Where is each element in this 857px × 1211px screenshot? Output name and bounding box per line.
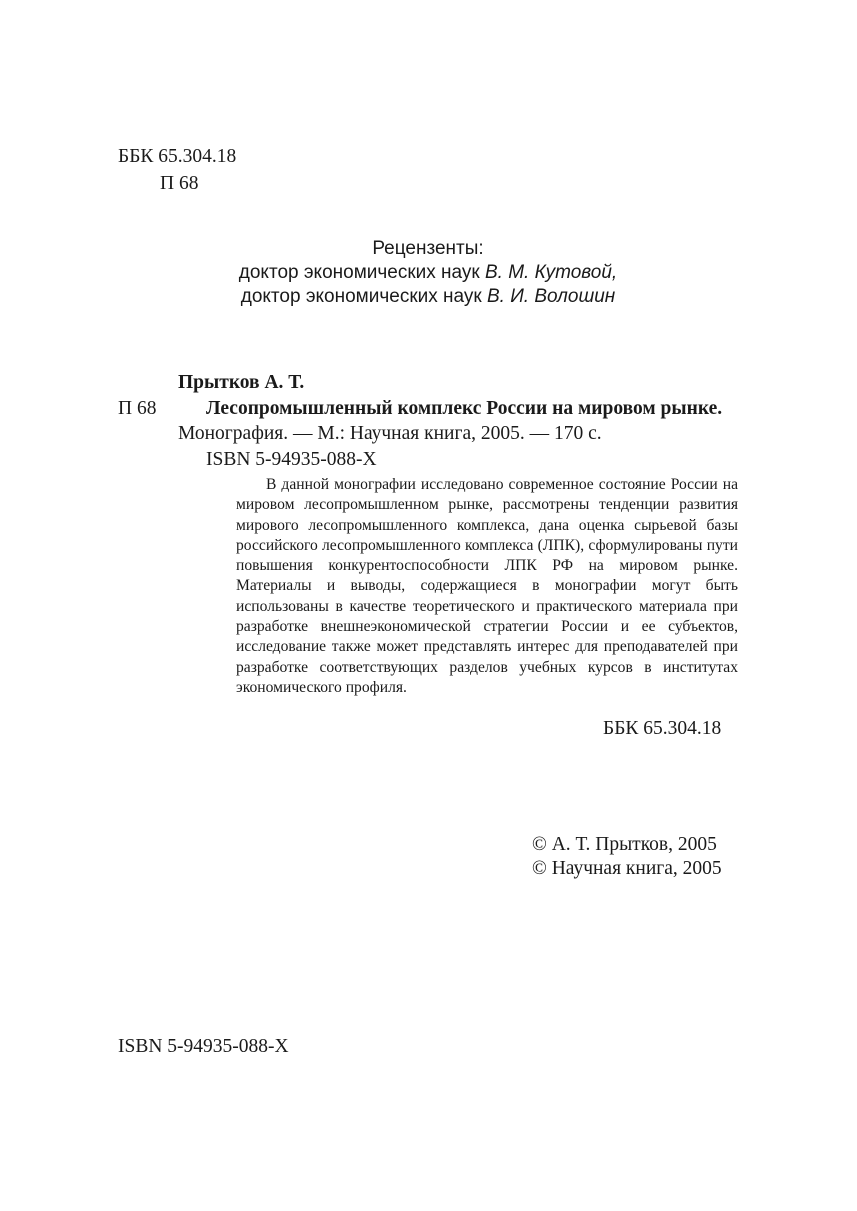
entry-author-index: П 68 <box>118 398 157 419</box>
copyright-author: © А. Т. Прытков, 2005 <box>532 834 717 855</box>
isbn-footer: ISBN 5-94935-088-X <box>118 1036 289 1057</box>
entry-title: Лесопромышленный комплекс России на мировом рынке. <box>206 398 723 419</box>
entry-isbn: ISBN 5-94935-088-X <box>206 449 377 470</box>
author-index: П 68 <box>160 173 199 194</box>
reviewer-name: В. М. Кутовой, <box>485 262 618 283</box>
entry-author: Прытков А. Т. <box>178 372 305 393</box>
reviewer-degree: доктор экономических наук <box>240 286 482 307</box>
reviewers-heading: Рецензенты: <box>372 238 484 259</box>
reviewer-line <box>40 262 816 284</box>
entry-annotation: В данной монографии исследовано современное состояние России на мировом лесопромышленном рынке, рассмотрены тенденции развития мирового лесопромышленного комплекса, дана оценка сырьевой базы российского лесопромышленного комплекса (ЛПК), сформулированы пути повышения конкурентоспособности ЛПК РФ на мировом рынке. Материалы и выводы, содержащиеся в монографии могут быть использованы в качестве теоретического и практического материала при разработке внешнеэкономической стратегии России и ее субъектов, исследование также может представлять интерес для преподавателей при разработке соответствующих разделов учебных курсов в институтах экономического профиля. <box>236 476 738 696</box>
bbk-classification: ББК 65.304.18 <box>118 146 237 167</box>
entry-publication: Монография. — М.: Научная книга, 2005. — 170 с. <box>178 423 602 444</box>
reviewer-degree: доктор экономических наук <box>238 262 480 283</box>
reviewer-name: В. И. Волошин <box>486 286 616 307</box>
entry-bbk: ББК 65.304.18 <box>603 718 722 739</box>
copyright-publisher: © Научная книга, 2005 <box>532 858 722 879</box>
reviewer-line <box>40 286 816 308</box>
